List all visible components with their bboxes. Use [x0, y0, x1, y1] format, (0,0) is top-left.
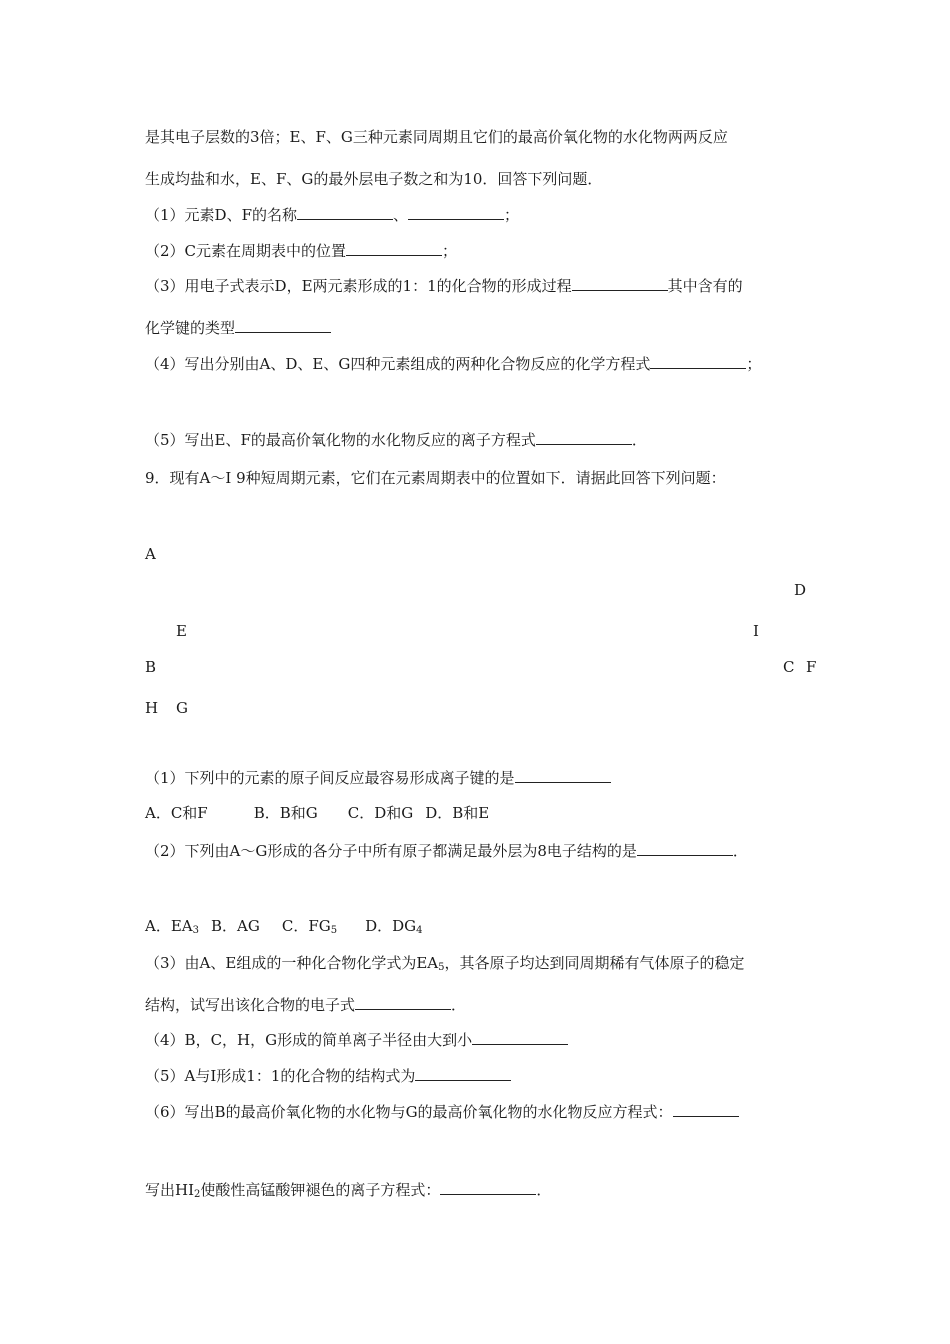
q9-part6 [145, 1102, 739, 1122]
option-d[interactable]: D．$DG_4$ [365, 917, 423, 936]
answer-blank[interactable] [536, 430, 632, 445]
q8-part1 [145, 205, 519, 225]
element-g: G [176, 699, 188, 717]
answer-blank[interactable] [408, 205, 504, 220]
intro-line-1: 是其电子层数的3倍；E、F、G三种元素同周期且它们的最高价氧化物的水化物两两反应 [145, 128, 728, 146]
answer-blank[interactable] [440, 1180, 536, 1195]
option-a[interactable]: A．$EA_3$ [145, 917, 199, 936]
subscript: 2 [194, 1189, 201, 1200]
q9-part2-options [145, 916, 423, 936]
element-i: I [753, 622, 759, 640]
q8-part3 [145, 276, 743, 296]
q8-part5-end: ． [631, 431, 647, 449]
q9-part2 [145, 841, 748, 861]
answer-blank[interactable] [572, 276, 668, 291]
option-c[interactable]: C．D和G [347, 804, 414, 822]
element-h: H [145, 699, 159, 717]
q8-part4-end: ； [746, 355, 762, 373]
q8-part1-end: ； [504, 206, 520, 224]
answer-blank[interactable] [355, 995, 451, 1010]
answer-blank[interactable] [637, 841, 733, 856]
option-b[interactable]: B．B和G [253, 804, 318, 822]
q9-part7-text: 写出HI [145, 1181, 195, 1199]
q9-part1 [145, 768, 611, 788]
q9-part7 [145, 1180, 551, 1200]
element-e: E [176, 622, 187, 640]
answer-blank[interactable] [472, 1030, 568, 1045]
q9-part3-line2 [145, 995, 466, 1015]
answer-blank[interactable] [297, 205, 393, 220]
q9-part3-text2: 结构，试写出该化合物的电子式 [145, 996, 356, 1014]
subscript: 5 [438, 962, 445, 973]
answer-blank[interactable] [235, 318, 331, 333]
q9-part4-text: （4）B，C，H，G形成的简单离子半径由大到小 [145, 1031, 473, 1049]
q8-part2-end: ； [442, 242, 458, 260]
q8-part3-text2: 化学键的类型 [145, 319, 236, 337]
q9-part3 [145, 953, 745, 973]
q9-part1-options [145, 803, 489, 823]
element-c: C [783, 658, 795, 676]
q9-part2-end: ． [732, 842, 748, 860]
q8-part3-line2 [145, 318, 331, 338]
q8-part4 [145, 354, 761, 374]
answer-blank[interactable] [673, 1102, 739, 1117]
intro-line-2: 生成均盐和水，E、F、G的最外层电子数之和为10．回答下列问题． [145, 170, 603, 188]
answer-blank[interactable] [650, 354, 746, 369]
element-a: A [145, 545, 156, 563]
element-f: F [806, 658, 817, 676]
option-c[interactable]: C．$FG_5$ [281, 917, 338, 936]
q9-part7-cont: 使酸性高锰酸钾褪色的离子方程式： [200, 1181, 441, 1199]
option-b[interactable]: B．AG [211, 917, 260, 935]
q9-part3-end: ． [451, 996, 467, 1014]
q9-part3-cont: ，其各原子均达到同周期稀有气体原子的稳定 [444, 954, 745, 972]
q9-part5 [145, 1066, 511, 1086]
q9-part1-text: （1）下列中的元素的原子间反应最容易形成离子键的是 [145, 769, 515, 787]
element-b: B [145, 658, 157, 676]
answer-blank[interactable] [346, 241, 442, 256]
q9-part6-text: （6）写出B的最高价氧化物的水化物与G的最高价氧化物的水化物反应方程式： [145, 1103, 673, 1121]
q9-part5-text: （5）A与I形成1：1的化合物的结构式为 [145, 1067, 416, 1085]
q8-part5 [145, 430, 647, 450]
q8-part3-cont: 其中含有的 [667, 277, 743, 295]
q8-part1-sep: 、 [392, 206, 408, 224]
option-a[interactable]: A．C和F [145, 804, 208, 822]
answer-blank[interactable] [515, 768, 611, 783]
q9-part2-text: （2）下列由A～G形成的各分子中所有原子都满足最外层为8电子结构的是 [145, 842, 637, 860]
q9-part7-end: ． [536, 1181, 552, 1199]
q8-part1-text: （1）元素D、F的名称 [145, 206, 297, 224]
element-d: D [794, 581, 807, 599]
q9-part3-text: （3）由A、E组成的一种化合物化学式为EA [145, 954, 439, 972]
q9-stem: 9．现有A～I 9种短周期元素，它们在元素周期表中的位置如下．请据此回答下列问题： [145, 469, 726, 487]
option-d[interactable]: D．B和E [425, 804, 490, 822]
answer-blank[interactable] [415, 1066, 511, 1081]
q8-part5-text: （5）写出E、F的最高价氧化物的水化物反应的离子方程式 [145, 431, 536, 449]
q8-part2-text: （2）C元素在周期表中的位置 [145, 242, 347, 260]
q8-part4-text: （4）写出分别由A、D、E、G四种元素组成的两种化合物反应的化学方程式 [145, 355, 651, 373]
q8-part3-text: （3）用电子式表示D，E两元素形成的1：1的化合物的形成过程 [145, 277, 572, 295]
q8-part2 [145, 241, 457, 261]
q9-part4 [145, 1030, 568, 1050]
